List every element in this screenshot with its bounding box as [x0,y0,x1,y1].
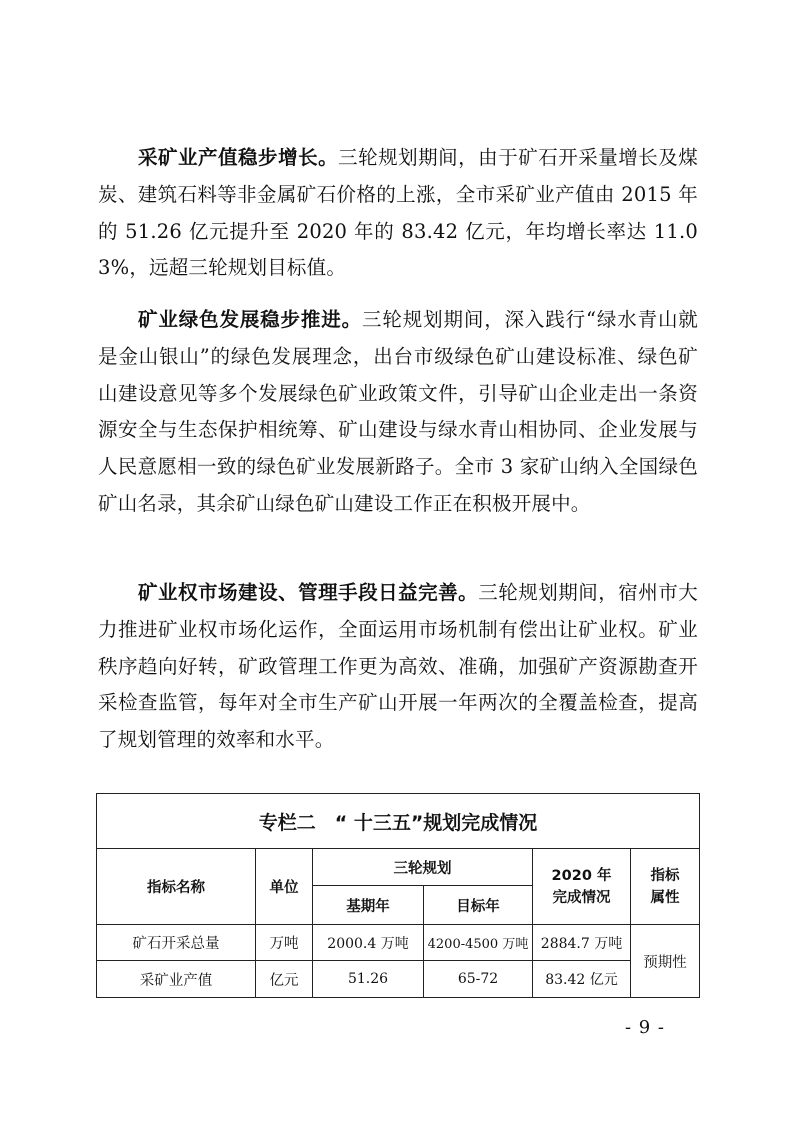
cell-completion: 2884.7 万吨 [533,925,631,961]
cell-target-year: 4200-4500 万吨 [424,925,533,961]
paragraph-body: 三轮规划期间，由于矿石开采量增长及煤炭、建筑石料等非金属矿石价格的上涨，全市采矿业产值由 2015 年的 51.26 亿元提升至 2020 年的 83.42 亿元，年均增长率达 11.03%，远超三轮规划目标值。 [98,146,698,280]
cell-base-year: 2000.4 万吨 [313,925,424,961]
table-row [97,961,700,998]
header-attribute-text: 指标属性 [650,867,680,906]
cell-indicator-name: 采矿业产值 [97,961,256,998]
plan-completion-table [96,793,700,998]
cell-unit: 亿元 [256,961,313,998]
header-completion-text: 2020 年完成情况 [551,867,612,906]
table-row [97,925,700,961]
paragraph-body: 三轮规划期间，深入践行“绿水青山就是金山银山”的绿色发展理念，出台市级绿色矿山建设标准、绿色矿山建设意见等多个发展绿色矿业政策文件，引导矿山企业走出一条资源安全与生态保护相统筹、矿山建设与绿水青山相协同、企业发展与人民意愿相一致的绿色矿业发展新路子。全市 3 家矿山纳入全国绿色矿山名录，其余矿山绿色矿山建设工作正在积极开展中。 [98,308,699,515]
header-indicator-attribute [631,849,700,925]
paragraph-mining-rights [98,575,698,759]
table-caption: 专栏二 “ 十三五”规划完成情况 [97,794,700,849]
cell-target-year: 65-72 [424,961,533,998]
paragraph-body: 三轮规划期间，宿州市大力推进矿业权市场化运作，全面运用市场机制有偿出让矿业权。矿业秩序趋向好转，矿政管理工作更为高效、准确，加强矿产资源勘查开采检查监管，每年对全市生产矿山开展一年两次的全覆盖检查，提高了规划管理的效率和水平。 [98,581,698,752]
paragraph-green-mining [98,302,698,523]
header-unit: 单位 [256,849,313,925]
page-number: - 9 - [624,1017,665,1038]
header-three-round-plan: 三轮规划 [313,849,533,886]
cell-base-year: 51.26 [313,961,424,998]
paragraph-heading: 采矿业产值稳步增长。 [138,146,339,169]
header-2020-completion [533,849,631,925]
header-indicator-name: 指标名称 [97,849,256,925]
cell-unit: 万吨 [256,925,313,961]
header-base-year: 基期年 [313,886,424,925]
cell-completion: 83.42 亿元 [533,961,631,998]
cell-attribute: 预期性 [631,925,700,998]
paragraph-heading: 矿业权市场建设、管理手段日益完善。 [138,581,479,604]
paragraph-heading: 矿业绿色发展稳步推进。 [138,308,363,331]
cell-indicator-name: 矿石开采总量 [97,925,256,961]
header-target-year: 目标年 [424,886,533,925]
paragraph-mining-output [98,140,698,287]
